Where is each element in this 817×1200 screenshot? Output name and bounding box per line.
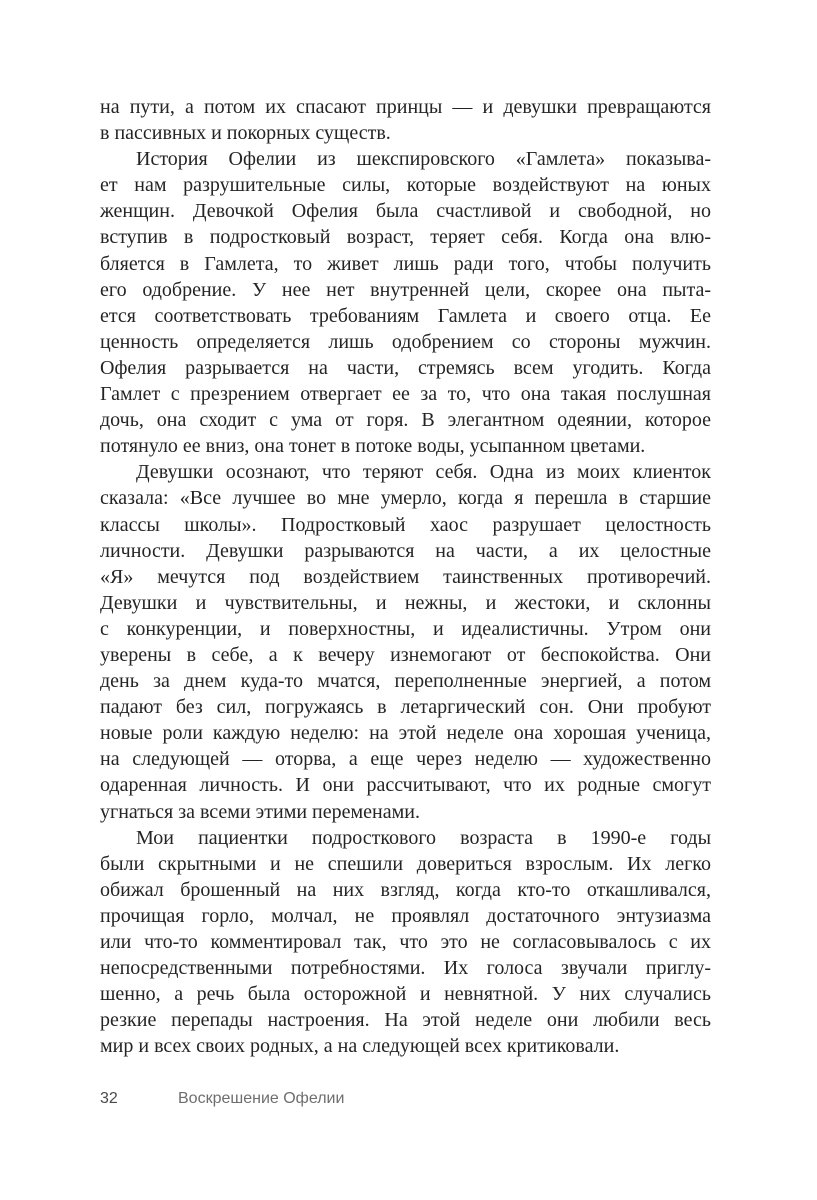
text-line: История Офелии из шекспировского «Гамлета» показыва- [136,148,711,171]
text-line: падают без сил, погружаясь в летаргический сон. Они пробуют [100,696,711,719]
text-line: непосредственными потребностями. Их голоса звучали приглу- [100,957,711,980]
text-line: одаренная личность. И они рассчитывают, что их родные смогут [100,774,711,797]
text-line: угнаться за всеми этими переменами. [100,800,420,823]
text-line: его одобрение. У нее нет внутренней цели, скорее она пыта- [100,278,711,301]
text-line: сказала: «Все лучшее во мне умерло, когда я перешла в старшие [100,487,711,510]
text-line: шенно, а речь была осторожной и невнятной. У них случались [100,983,711,1006]
text-line: ет нам разрушительные силы, которые воздействуют на юных [100,174,711,197]
text-line: потянуло ее вниз, она тонет в потоке воды, усыпанном цветами. [100,435,646,458]
text-line: «Я» мечутся под воздействием таинственных противоречий. [100,565,711,588]
text-line: Девушки и чувствительны, и нежны, и жестоки, и склонны [100,591,711,614]
text-line: классы школы». Подростковый хаос разрушает целостность [100,513,711,536]
text-line: обижал брошенный на них взгляд, когда кто-то откашливался, [100,878,711,901]
text-column [100,94,711,1059]
text-line: Девушки осознают, что теряют себя. Одна из моих клиенток [136,461,711,484]
text-line: вступив в подростковый возраст, теряет себя. Когда она влю- [100,226,711,249]
text-line: уверены в себе, а к вечеру изнемогают от беспокойства. Они [100,643,711,666]
text-line: были скрытными и не спешили довериться взрослым. Их легко [100,852,711,875]
text-line: Гамлет с презрением отвергает ее за то, что она такая послушная [100,383,711,406]
text-line: прочищая горло, молчал, не проявлял достаточного энтузиазма [100,904,711,927]
text-line: или что-то комментировал так, что это не согласовывалось с их [100,931,711,953]
page-number: 32 [100,1090,118,1107]
text-line: на пути, а потом их спасают принцы — и девушки превращаются [100,96,711,118]
text-line: на следующей — оторва, а еще через неделю — художественно [100,748,711,771]
text-line: мир и всех своих родных, а на следующей всех критиковали. [100,1035,620,1058]
text-line: в пассивных и покорных существ. [100,122,391,145]
text-line: дочь, она сходит с ума от горя. В элегантном одеянии, которое [100,409,711,432]
text-line: день за днем куда-то мчатся, переполненные энергией, а потом [100,670,711,693]
page-footer [100,1089,711,1109]
text-line: бляется в Гамлета, то живет лишь ради того, чтобы получить [100,252,711,275]
text-line: Мои пациентки подросткового возраста в 1990-е годы [136,826,711,849]
text-line: Офелия разрывается на части, стремясь всем угодить. Когда [100,356,711,379]
running-title: Воскрешение Офелии [178,1090,345,1107]
text-line: ется соответствовать требованиям Гамлета и своего отца. Ее [100,304,711,327]
text-line: резкие перепады настроения. На этой неделе они любили весь [100,1009,711,1032]
text-line: ценность определяется лишь одобрением со стороны мужчин. [100,330,711,353]
text-line: женщин. Девочкой Офелия была счастливой и свободной, но [100,200,711,223]
text-line: личности. Девушки разрываются на части, а их целостные [100,539,711,562]
text-line: с конкуренции, и поверхностны, и идеалистичны. Утром они [100,617,711,640]
text-line: новые роли каждую неделю: на этой неделе она хорошая ученица, [100,722,711,745]
